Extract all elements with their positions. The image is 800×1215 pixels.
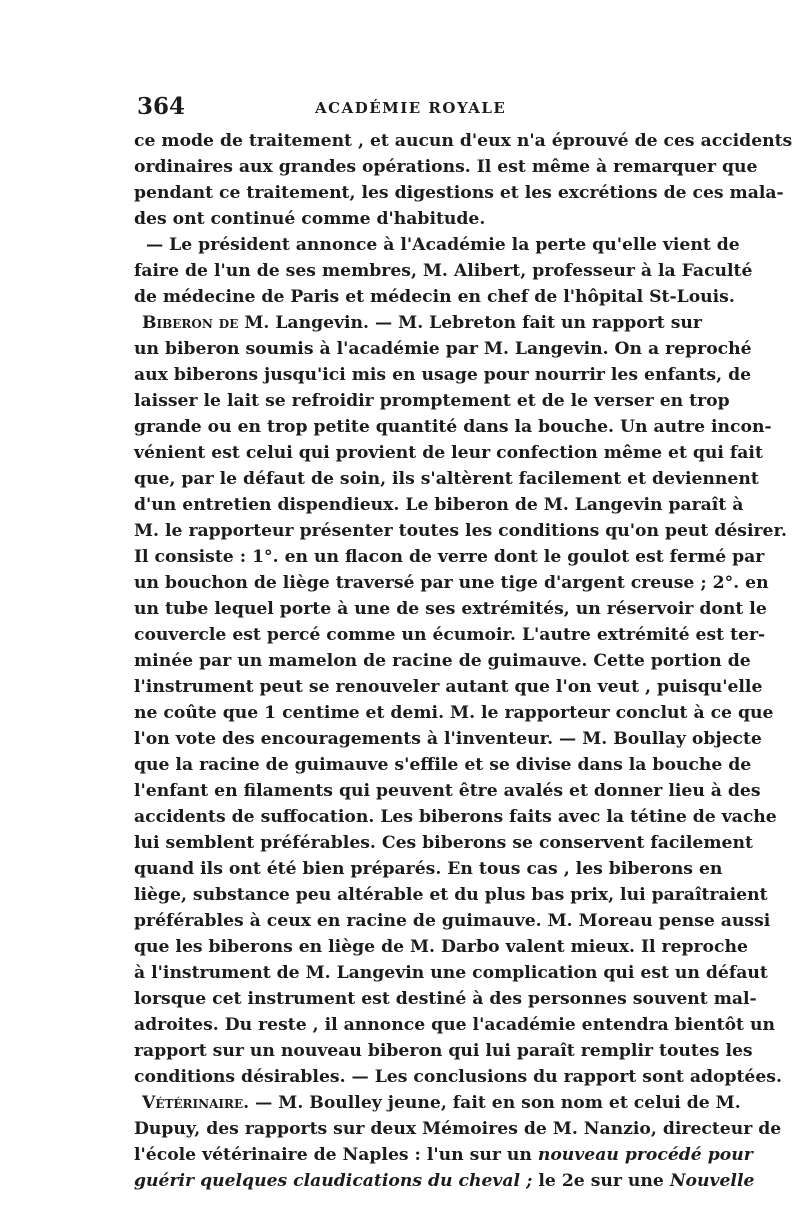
text-line: de médecine de Paris et médecin en chef de l'hôpital St-Louis.	[134, 287, 735, 307]
text-line-with-italic	[134, 1142, 753, 1168]
page-number: 364	[137, 93, 186, 120]
text-line: un biberon soumis à l'académie par M. Langevin. On a reproché	[134, 339, 752, 359]
text-line: un tube lequel porte à une de ses extrémités, un réservoir dont le	[134, 599, 767, 619]
text-line-with-heading	[134, 310, 702, 336]
text-line: que la racine de guimauve s'effile et se divise dans la bouche de	[134, 755, 752, 775]
text-line: minée par un mamelon de racine de guimauve. Cette portion de	[134, 651, 751, 671]
text-line: ordinaires aux grandes opérations. Il est même à remarquer que	[134, 157, 758, 177]
section-heading-veterinaire: Vétérinaire.	[142, 1093, 250, 1113]
section-heading-biberon: Biberon de	[142, 313, 239, 333]
text-line: l'instrument peut se renouveler autant que l'on veut , puisqu'elle	[134, 677, 763, 697]
italic-title-fragment: guérir quelques claudications du cheval ;	[134, 1171, 533, 1191]
text-fragment: M. Langevin. — M. Lebreton fait un rapport sur	[244, 313, 702, 333]
text-line: à l'instrument de M. Langevin une complication qui est un défaut	[134, 963, 768, 983]
text-line: ce mode de traitement , et aucun d'eux n'a éprouvé de ces accidents	[134, 131, 793, 151]
text-line: laisser le lait se refroidir promptement et de le verser en trop	[134, 391, 730, 411]
text-line: aux biberons jusqu'ici mis en usage pour nourrir les enfants, de	[134, 365, 752, 385]
text-fragment: — M. Boulley jeune, fait en son nom et celui de M.	[255, 1093, 741, 1113]
text-line: rapport sur un nouveau biberon qui lui paraît remplir toutes les	[134, 1041, 753, 1061]
text-line: l'enfant en filaments qui peuvent être avalés et donner lieu à des	[134, 781, 761, 801]
body-text	[134, 128, 793, 1194]
text-line: accidents de suffocation. Les biberons faits avec la tétine de vache	[134, 807, 777, 827]
text-fragment: le 2e sur une	[538, 1171, 664, 1191]
text-line: d'un entretien dispendieux. Le biberon de M. Langevin paraît à	[134, 495, 744, 515]
text-line-with-heading	[134, 1090, 741, 1116]
text-fragment: l'école vétérinaire de Naples : l'un sur un	[134, 1145, 532, 1165]
italic-title-fragment: nouveau procédé pour	[537, 1145, 753, 1165]
text-line: lorsque cet instrument est destiné à des personnes souvent mal-	[134, 989, 757, 1009]
text-line-with-italic	[134, 1168, 755, 1194]
text-line: vénient est celui qui provient de leur confection même et qui fait	[134, 443, 763, 463]
running-head: ACADÉMIE ROYALE	[315, 99, 507, 117]
text-line: M. le rapporteur présenter toutes les conditions qu'on peut désirer.	[134, 521, 787, 541]
text-line: grande ou en trop petite quantité dans la bouche. Un autre incon-	[134, 417, 772, 437]
page-header	[135, 93, 665, 123]
text-line: que, par le défaut de soin, ils s'altèrent facilement et deviennent	[134, 469, 759, 489]
text-line: que les biberons en liège de M. Darbo valent mieux. Il reproche	[134, 937, 748, 957]
text-line: préférables à ceux en racine de guimauve. M. Moreau pense aussi	[134, 911, 771, 931]
text-line: ne coûte que 1 centime et demi. M. le rapporteur conclut à ce que	[134, 703, 774, 723]
text-line: lui semblent préférables. Ces biberons se conservent facilement	[134, 833, 753, 853]
text-line: — Le président annonce à l'Académie la perte qu'elle vient de	[146, 235, 740, 255]
text-line: un bouchon de liège traversé par une tige d'argent creuse ; 2°. en	[134, 573, 769, 593]
text-line: Il consiste : 1°. en un flacon de verre dont le goulot est fermé par	[134, 547, 765, 567]
text-line: pendant ce traitement, les digestions et les excrétions de ces mala-	[134, 183, 784, 203]
italic-title-fragment: Nouvelle	[669, 1171, 755, 1191]
text-line: des ont continué comme d'habitude.	[134, 209, 486, 229]
text-line: liège, substance peu altérable et du plus bas prix, lui paraîtraient	[134, 885, 768, 905]
text-line: l'on vote des encouragements à l'inventeur. — M. Boullay objecte	[134, 729, 762, 749]
text-line: faire de l'un de ses membres, M. Alibert, professeur à la Faculté	[134, 261, 753, 281]
text-line: Dupuy, des rapports sur deux Mémoires de M. Nanzio, directeur de	[134, 1119, 782, 1139]
text-line: couvercle est percé comme un écumoir. L'autre extrémité est ter-	[134, 625, 766, 645]
text-line: conditions désirables. — Les conclusions du rapport sont adoptées.	[134, 1067, 782, 1087]
text-line: adroites. Du reste , il annonce que l'académie entendra bientôt un	[134, 1015, 775, 1035]
text-line: quand ils ont été bien préparés. En tous cas , les biberons en	[134, 859, 723, 879]
